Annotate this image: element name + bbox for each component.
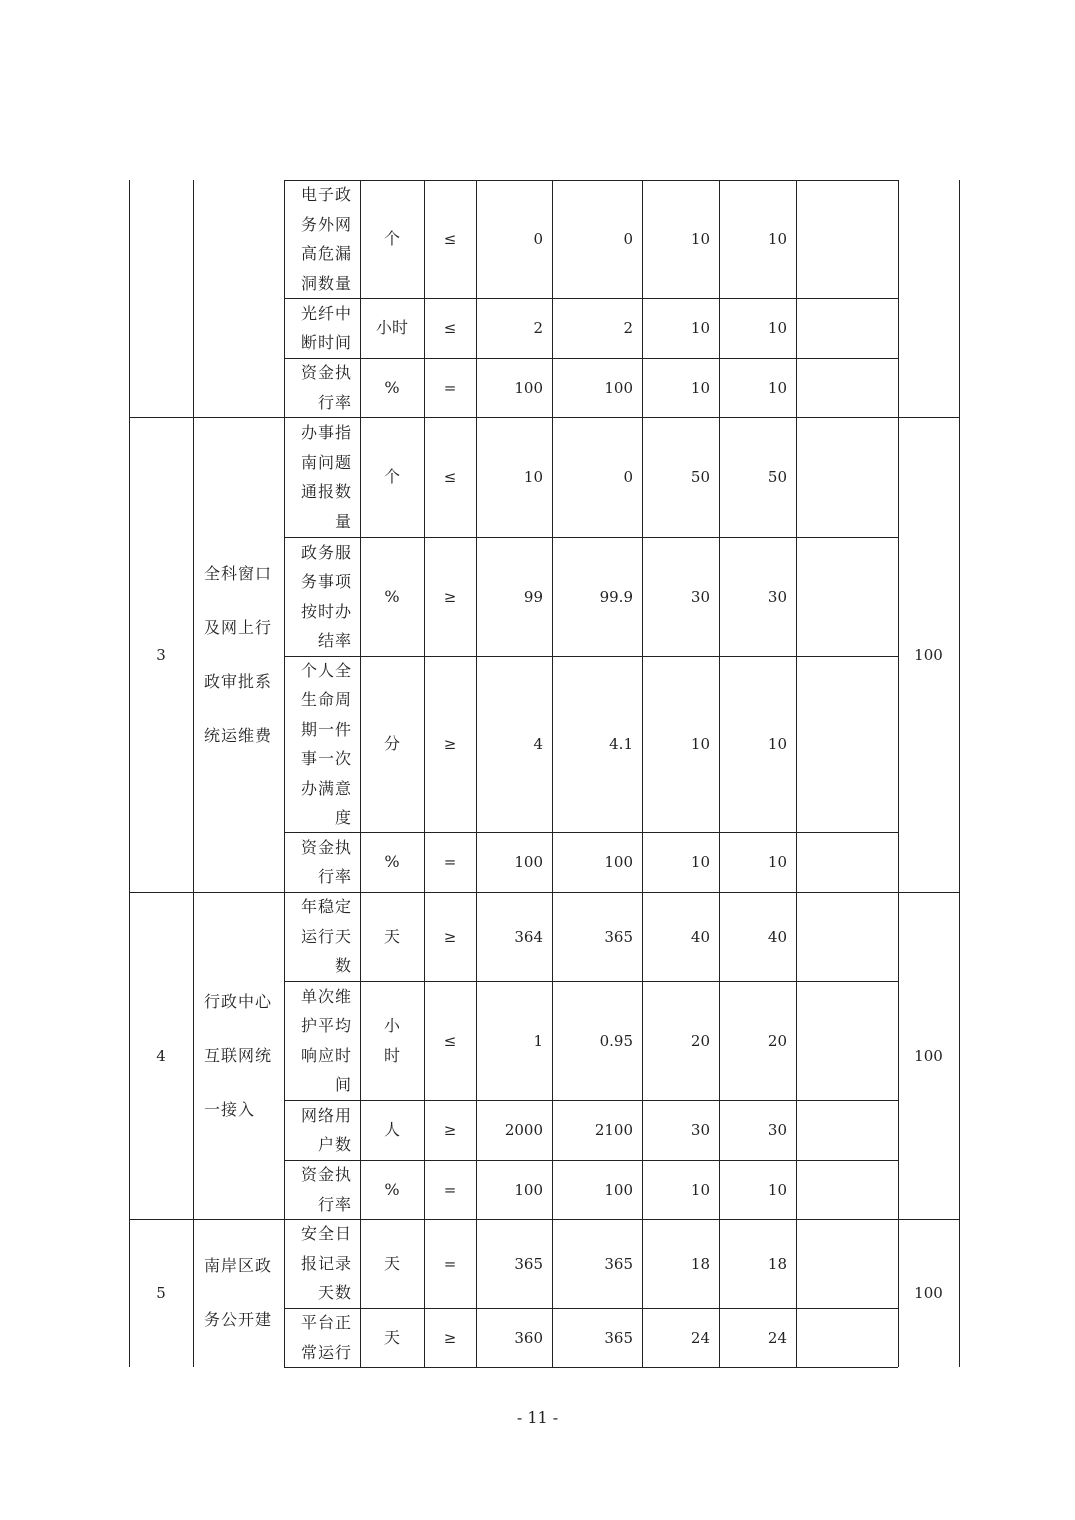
cell-score	[719, 892, 796, 981]
project-name-text: 南岸区政 务公开建	[204, 1256, 273, 1329]
cell-unit-text: %	[384, 586, 400, 606]
cell-actual	[552, 1160, 642, 1219]
cell-score-text: 10	[767, 1180, 787, 1199]
cell-unit-text: 分	[383, 734, 400, 754]
cell-op-text: ≤	[443, 1031, 457, 1050]
total-score-text: 100	[914, 1046, 943, 1065]
cell-op-text: ≥	[443, 1121, 457, 1139]
project-name	[193, 180, 284, 417]
table-rule	[959, 180, 960, 1367]
cell-score-text: 10	[767, 853, 787, 871]
cell-op-text: =	[443, 1180, 457, 1199]
cell-unit	[360, 1219, 424, 1308]
cell-indicator	[284, 1160, 360, 1219]
cell-target	[476, 656, 552, 832]
cell-actual	[552, 417, 642, 537]
cell-actual	[552, 656, 642, 832]
cell-indicator	[284, 358, 360, 417]
cell-actual-text: 0.95	[599, 1031, 633, 1050]
cell-note	[796, 892, 898, 981]
group-number	[129, 892, 193, 1219]
cell-actual-text: 100	[604, 378, 633, 397]
cell-weight	[642, 1160, 719, 1219]
cell-op	[424, 358, 476, 417]
cell-target	[476, 1308, 552, 1367]
cell-op	[424, 1219, 476, 1308]
cell-indicator-text: 资金执 行率	[300, 837, 352, 886]
cell-score	[719, 981, 796, 1100]
cell-target	[476, 981, 552, 1100]
cell-unit	[360, 1160, 424, 1219]
cell-op-text: =	[443, 1254, 457, 1273]
cell-weight	[642, 656, 719, 832]
cell-unit-text: 人	[383, 1120, 400, 1140]
cell-op	[424, 1308, 476, 1367]
cell-indicator-text: 个人全 生命周 期一件 事一次 办满意 度	[300, 660, 352, 827]
cell-op-text: ≤	[443, 319, 457, 337]
group-number-text: 3	[156, 645, 166, 664]
cell-actual-text: 365	[604, 1328, 633, 1347]
cell-actual	[552, 892, 642, 981]
cell-actual-text: 0	[623, 468, 633, 486]
total-score-text: 100	[914, 645, 943, 664]
cell-op-text: ≥	[443, 927, 457, 946]
cell-unit	[360, 298, 424, 358]
cell-indicator-text: 办事指 南问题 通报数 量	[300, 423, 352, 531]
cell-score-text: 10	[767, 735, 787, 753]
cell-actual-text: 100	[604, 1180, 633, 1199]
cell-weight-text: 10	[690, 378, 710, 397]
total-score	[898, 1219, 959, 1367]
page-number: - 11 -	[516, 1408, 559, 1427]
cell-target	[476, 832, 552, 892]
cell-indicator	[284, 537, 360, 656]
cell-indicator	[284, 1100, 360, 1160]
cell-weight-text: 50	[690, 468, 710, 486]
cell-indicator	[284, 656, 360, 832]
cell-actual-text: 365	[604, 1254, 633, 1273]
cell-op	[424, 981, 476, 1100]
cell-target-text: 100	[514, 378, 543, 397]
cell-target-text: 0	[533, 230, 543, 248]
project-name-text: 行政中心 互联网统 一接入	[204, 991, 273, 1119]
cell-actual-text: 2100	[594, 1121, 633, 1139]
cell-note	[796, 1308, 898, 1367]
cell-weight-text: 18	[690, 1254, 710, 1273]
cell-unit	[360, 1308, 424, 1367]
cell-score-text: 30	[767, 1121, 787, 1139]
cell-unit-text: 天	[383, 1327, 400, 1347]
cell-weight-text: 10	[690, 853, 710, 871]
cell-score	[719, 417, 796, 537]
cell-score-text: 50	[767, 468, 787, 486]
cell-weight-text: 24	[690, 1328, 710, 1347]
cell-indicator	[284, 298, 360, 358]
cell-actual	[552, 1100, 642, 1160]
cell-score-text: 30	[767, 587, 787, 606]
cell-op	[424, 1100, 476, 1160]
project-name	[193, 417, 284, 892]
cell-indicator-text: 政务服 务事项 按时办 结率	[300, 542, 352, 650]
cell-op	[424, 537, 476, 656]
cell-target	[476, 537, 552, 656]
cell-op-text: =	[443, 378, 457, 397]
cell-note	[796, 1160, 898, 1219]
cell-score	[719, 1100, 796, 1160]
group-number	[129, 1219, 193, 1367]
cell-target-text: 2	[533, 319, 543, 337]
cell-unit-text: 小 时	[383, 1016, 400, 1065]
cell-score	[719, 298, 796, 358]
cell-indicator	[284, 892, 360, 981]
cell-weight	[642, 180, 719, 298]
cell-score	[719, 1160, 796, 1219]
cell-unit	[360, 358, 424, 417]
cell-target-text: 4	[533, 735, 543, 753]
cell-indicator-text: 安全日 报记录 天数	[300, 1224, 352, 1303]
cell-weight	[642, 298, 719, 358]
cell-indicator	[284, 981, 360, 1100]
cell-target	[476, 1219, 552, 1308]
total-score	[898, 892, 959, 1219]
cell-indicator-text: 年稳定 运行天 数	[300, 897, 352, 976]
cell-weight	[642, 892, 719, 981]
cell-unit-text: 小时	[375, 318, 408, 338]
cell-score	[719, 358, 796, 417]
cell-weight-text: 10	[690, 1180, 710, 1199]
cell-op	[424, 180, 476, 298]
cell-target-text: 365	[514, 1254, 543, 1273]
cell-unit	[360, 1100, 424, 1160]
cell-weight-text: 30	[690, 1121, 710, 1139]
cell-weight	[642, 358, 719, 417]
cell-weight	[642, 537, 719, 656]
cell-weight-text: 40	[690, 927, 710, 946]
cell-target-text: 99	[523, 587, 543, 606]
cell-actual	[552, 1219, 642, 1308]
cell-note	[796, 537, 898, 656]
cell-score-text: 20	[767, 1031, 787, 1050]
cell-op	[424, 832, 476, 892]
cell-score	[719, 832, 796, 892]
cell-indicator	[284, 180, 360, 298]
cell-actual-text: 4.1	[609, 735, 633, 753]
cell-indicator-text: 资金执 行率	[300, 1165, 352, 1214]
cell-note	[796, 417, 898, 537]
cell-op-text: =	[443, 853, 457, 871]
cell-note	[796, 1219, 898, 1308]
cell-unit	[360, 656, 424, 832]
cell-unit-text: %	[384, 852, 400, 872]
cell-unit	[360, 537, 424, 656]
cell-weight	[642, 832, 719, 892]
cell-actual-text: 99.9	[599, 587, 633, 606]
total-score	[898, 180, 959, 417]
cell-unit	[360, 981, 424, 1100]
cell-score-text: 24	[767, 1328, 787, 1347]
cell-weight	[642, 1100, 719, 1160]
cell-unit	[360, 892, 424, 981]
cell-unit-text: 天	[383, 1253, 400, 1273]
cell-weight-text: 10	[690, 319, 710, 337]
cell-op	[424, 656, 476, 832]
cell-target	[476, 892, 552, 981]
cell-note	[796, 981, 898, 1100]
cell-op	[424, 298, 476, 358]
cell-note	[796, 180, 898, 298]
cell-note	[796, 1100, 898, 1160]
cell-score	[719, 537, 796, 656]
cell-unit	[360, 180, 424, 298]
project-name-text: 全科窗口 及网上行 政审批系 统运维费	[204, 563, 273, 745]
cell-weight-text: 30	[690, 587, 710, 606]
cell-weight	[642, 417, 719, 537]
cell-unit	[360, 832, 424, 892]
cell-score-text: 10	[767, 378, 787, 397]
total-score	[898, 417, 959, 892]
cell-weight	[642, 1308, 719, 1367]
cell-unit-text: %	[384, 1179, 400, 1199]
cell-indicator	[284, 1308, 360, 1367]
cell-op-text: ≤	[443, 230, 457, 248]
cell-score-text: 10	[767, 230, 787, 248]
cell-unit-text: 个	[383, 467, 400, 487]
cell-target	[476, 1160, 552, 1219]
cell-actual	[552, 180, 642, 298]
cell-actual	[552, 358, 642, 417]
total-score-text: 100	[914, 1284, 943, 1302]
cell-target-text: 100	[514, 853, 543, 871]
cell-score-text: 18	[767, 1254, 787, 1273]
cell-indicator-text: 光纤中 断时间	[300, 303, 352, 352]
cell-actual-text: 0	[623, 230, 633, 248]
group-number-text: 5	[156, 1284, 166, 1302]
cell-actual	[552, 832, 642, 892]
cell-indicator	[284, 417, 360, 537]
cell-target-text: 364	[514, 927, 543, 946]
cell-indicator-text: 网络用 户数	[300, 1105, 352, 1154]
cell-note	[796, 358, 898, 417]
cell-op	[424, 1160, 476, 1219]
cell-op-text: ≤	[443, 468, 457, 486]
cell-target-text: 10	[523, 468, 543, 486]
cell-weight	[642, 981, 719, 1100]
cell-actual	[552, 537, 642, 656]
cell-target	[476, 298, 552, 358]
cell-score	[719, 1219, 796, 1308]
project-name	[193, 1219, 284, 1367]
cell-indicator	[284, 832, 360, 892]
cell-note	[796, 832, 898, 892]
cell-actual	[552, 298, 642, 358]
cell-weight	[642, 1219, 719, 1308]
table-rule	[284, 1367, 898, 1368]
cell-unit	[360, 417, 424, 537]
cell-score-text: 40	[767, 927, 787, 946]
cell-indicator-text: 电子政 务外网 高危漏 洞数量	[300, 185, 352, 293]
group-number	[129, 180, 193, 417]
cell-weight-text: 10	[690, 735, 710, 753]
cell-score	[719, 656, 796, 832]
cell-unit-text: %	[384, 377, 400, 397]
cell-target	[476, 358, 552, 417]
cell-actual	[552, 1308, 642, 1367]
cell-weight-text: 20	[690, 1031, 710, 1050]
cell-unit-text: 天	[383, 926, 400, 946]
cell-note	[796, 656, 898, 832]
project-name	[193, 892, 284, 1219]
cell-target-text: 1	[533, 1031, 543, 1050]
cell-target-text: 360	[514, 1328, 543, 1347]
cell-unit-text: 个	[383, 229, 400, 249]
cell-target	[476, 1100, 552, 1160]
cell-actual	[552, 981, 642, 1100]
cell-indicator-text: 单次维 护平均 响应时 间	[300, 986, 352, 1094]
cell-indicator-text: 平台正 常运行	[300, 1313, 352, 1362]
cell-indicator-text: 资金执 行率	[300, 363, 352, 412]
cell-actual-text: 2	[623, 319, 633, 337]
group-number-text: 4	[156, 1046, 166, 1065]
cell-score	[719, 1308, 796, 1367]
cell-op	[424, 417, 476, 537]
cell-indicator	[284, 1219, 360, 1308]
cell-op-text: ≥	[443, 1328, 457, 1347]
group-number	[129, 417, 193, 892]
cell-target	[476, 417, 552, 537]
cell-actual-text: 100	[604, 853, 633, 871]
cell-note	[796, 298, 898, 358]
cell-op	[424, 892, 476, 981]
cell-target-text: 2000	[504, 1121, 543, 1139]
cell-target-text: 100	[514, 1180, 543, 1199]
cell-score-text: 10	[767, 319, 787, 337]
cell-op-text: ≥	[443, 587, 457, 606]
cell-target	[476, 180, 552, 298]
cell-score	[719, 180, 796, 298]
cell-actual-text: 365	[604, 927, 633, 946]
cell-op-text: ≥	[443, 735, 457, 753]
cell-weight-text: 10	[690, 230, 710, 248]
